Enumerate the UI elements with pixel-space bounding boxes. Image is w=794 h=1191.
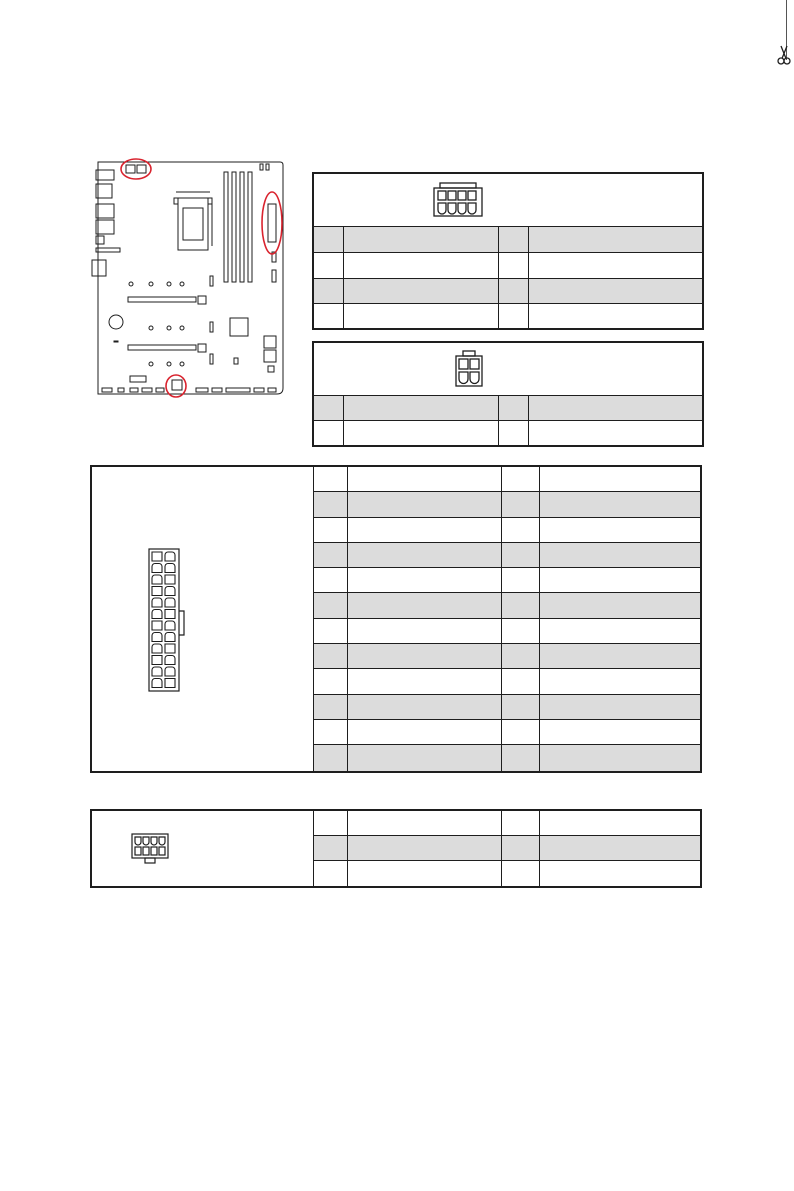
pin-glyph [152, 644, 162, 653]
table-cell [348, 518, 502, 542]
pin-glyph [165, 552, 175, 561]
table-cell [314, 745, 348, 770]
table-row [314, 518, 700, 543]
pin-glyph [165, 679, 175, 688]
table-row [314, 279, 702, 304]
table-cell [540, 492, 700, 516]
table-cell [348, 695, 502, 719]
table-cell [502, 619, 540, 643]
table-header [314, 343, 702, 396]
table-cell [348, 720, 502, 744]
cpu-8pin-pinout-table [312, 172, 704, 330]
table-cell [502, 669, 540, 693]
pin-glyph [152, 633, 162, 642]
table-cell [314, 669, 348, 693]
pin-glyph [152, 621, 162, 630]
table-cell [502, 467, 540, 491]
cpu-4pin-pinout-table [312, 341, 704, 447]
table-cell [314, 568, 348, 592]
table-cell [348, 811, 502, 835]
table-cell [540, 695, 700, 719]
table-row [314, 543, 700, 568]
table-cell [540, 861, 700, 886]
pin-glyph [165, 667, 175, 676]
table-cell [502, 745, 540, 770]
pin-glyph [165, 575, 175, 584]
pin-glyph [152, 667, 162, 676]
table-cell [502, 593, 540, 617]
table-cell [314, 492, 348, 516]
table-cell [502, 543, 540, 567]
pin-glyph [165, 644, 175, 653]
table-cell [314, 720, 348, 744]
atx-24pin-pinout-table [90, 465, 702, 773]
table-cell [348, 467, 502, 491]
connector-illustration-cell [92, 467, 314, 771]
table-cell [314, 619, 348, 643]
table-row [314, 304, 702, 328]
table-cell [540, 619, 700, 643]
pin-glyph [152, 610, 162, 619]
table-cell [502, 492, 540, 516]
table-cell [314, 644, 348, 668]
table-row [314, 836, 700, 861]
scissors-icon [777, 45, 791, 65]
table-cell [540, 745, 700, 770]
table-cell [348, 861, 502, 886]
table-cell [540, 543, 700, 567]
pin-glyph [165, 621, 175, 630]
table-row [314, 492, 700, 517]
table-cell [348, 543, 502, 567]
table-row [314, 720, 700, 745]
table-row [314, 421, 702, 445]
pin-rows [314, 811, 700, 886]
pin-rows [314, 467, 700, 771]
pin-glyph [152, 656, 162, 665]
table-cell [502, 811, 540, 835]
table-cell [502, 568, 540, 592]
table-cell [314, 695, 348, 719]
table-row [314, 644, 700, 669]
table-cell [314, 543, 348, 567]
8-pin-connector-icon [432, 182, 484, 218]
table-cell [314, 811, 348, 835]
table-cell [314, 593, 348, 617]
pin-glyph [165, 656, 175, 665]
table-row [314, 619, 700, 644]
table-cell [502, 695, 540, 719]
pin-glyph [165, 598, 175, 607]
table-cell [348, 836, 502, 860]
table-row [314, 396, 702, 421]
motherboard-layout-icon [84, 148, 298, 408]
pin-glyph [152, 587, 162, 596]
8-pin-pcie-connector-icon [130, 831, 170, 867]
pin-glyph [152, 679, 162, 688]
table-cell [502, 861, 540, 886]
pin-glyph [152, 575, 162, 584]
pin-glyph [165, 633, 175, 642]
table-cell [540, 467, 700, 491]
table-row [314, 861, 700, 886]
pin-glyph [152, 598, 162, 607]
table-cell [540, 644, 700, 668]
pcie-8pin-pinout-table [90, 809, 702, 888]
table-cell [348, 492, 502, 516]
table-cell [348, 745, 502, 770]
table-header [314, 174, 702, 227]
pin-glyph [165, 610, 175, 619]
table-row [314, 745, 700, 770]
table-cell [314, 836, 348, 860]
table-row [314, 568, 700, 593]
connector-illustration-cell [92, 811, 314, 886]
table-cell [502, 720, 540, 744]
table-cell [502, 836, 540, 860]
24-pin-connector-icon [147, 547, 187, 693]
table-cell [540, 593, 700, 617]
4-pin-connector-icon [454, 350, 484, 388]
table-row [314, 467, 700, 492]
table-row [314, 695, 700, 720]
pin-glyph [165, 587, 175, 596]
table-cell [540, 568, 700, 592]
table-row [314, 669, 700, 694]
table-cell [348, 619, 502, 643]
table-cell [540, 518, 700, 542]
table-cell [348, 593, 502, 617]
table-cell [348, 644, 502, 668]
table-row [314, 811, 700, 836]
table-cell [314, 518, 348, 542]
table-row [314, 593, 700, 618]
table-cell [348, 568, 502, 592]
table-cell [348, 669, 502, 693]
pin-glyph [152, 552, 162, 561]
table-cell [540, 811, 700, 835]
pin-glyph [152, 564, 162, 573]
table-row [314, 227, 702, 253]
pin-glyph [165, 564, 175, 573]
table-cell [502, 518, 540, 542]
right-edge-connector-callout [262, 192, 282, 254]
table-cell [540, 669, 700, 693]
table-cell [502, 644, 540, 668]
table-row [314, 253, 702, 279]
table-cell [314, 467, 348, 491]
table-cell [540, 836, 700, 860]
table-cell [540, 720, 700, 744]
table-cell [314, 861, 348, 886]
